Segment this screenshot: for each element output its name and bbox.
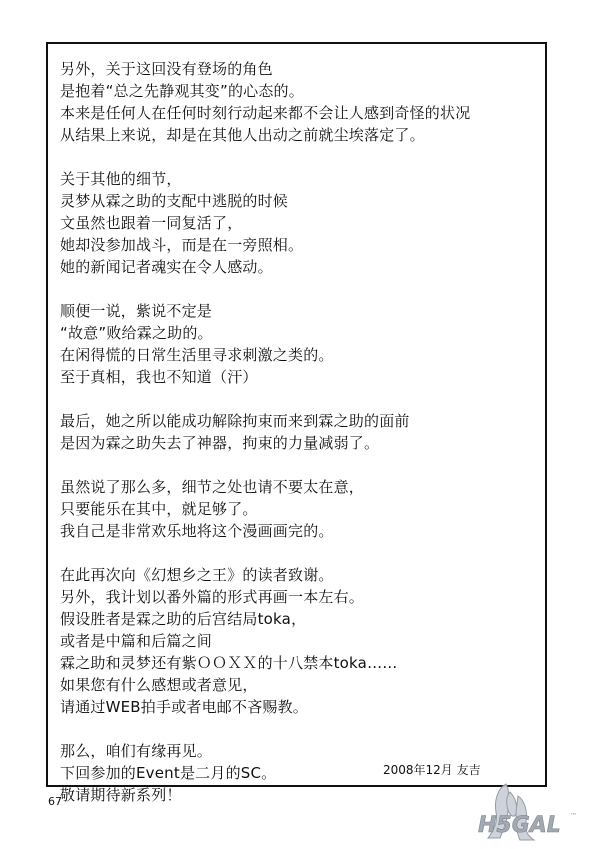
text-line: 关于其他的细节， bbox=[60, 170, 182, 188]
paragraph-3 bbox=[60, 300, 540, 388]
text-line: 只要能乐在其中，就足够了。 bbox=[60, 500, 258, 518]
text-line: 如果您有什么感想或者意见， bbox=[60, 676, 258, 694]
text-line: 是抱着“总之先静观其变”的心态的。 bbox=[60, 82, 304, 100]
text-line: 她却没参加战斗，而是在一旁照相。 bbox=[60, 236, 304, 254]
text-line: 或者是中篇和后篇之间 bbox=[60, 632, 213, 650]
text-line: 至于真相，我也不知道（汗） bbox=[60, 368, 258, 386]
signature: 2008年12月 友吉 bbox=[383, 763, 481, 777]
text-line: 下回参加的Event是二月的SC。 bbox=[60, 764, 277, 782]
text-line: 顺便一说，紫说不定是 bbox=[60, 302, 213, 320]
afterword-text bbox=[60, 58, 540, 828]
paragraph-6 bbox=[60, 564, 540, 718]
paragraph-1 bbox=[60, 58, 540, 146]
text-line: 本来是任何人在任何时刻行动起来都不会让人感到奇怪的状况 bbox=[60, 104, 471, 122]
text-line: 敬请期待新系列！ bbox=[60, 786, 182, 804]
paragraph-4 bbox=[60, 410, 540, 454]
text-line: 请通过WEB拍手或者电邮不吝赐教。 bbox=[60, 698, 309, 716]
text-line: 是因为霖之助失去了神器，拘束的力量减弱了。 bbox=[60, 434, 380, 452]
page-number: 67 bbox=[48, 795, 62, 808]
text-line: 虽然说了那么多，细节之处也请不要太在意， bbox=[60, 478, 365, 496]
text-line: 我自己是非常欢乐地将这个漫画画完的。 bbox=[60, 522, 334, 540]
text-line: 假设胜者是霖之助的后宫结局toka， bbox=[60, 610, 307, 628]
paragraph-2 bbox=[60, 168, 540, 278]
text-line: 另外，关于这回没有登场的角色 bbox=[60, 60, 273, 78]
text-line: 霖之助和灵梦还有紫ＯＯＸＸ的十八禁本toka…… bbox=[60, 654, 398, 672]
watermark-tm: ™ bbox=[570, 812, 577, 820]
watermark-logo bbox=[470, 778, 588, 844]
text-line: 那么，咱们有缘再见。 bbox=[60, 742, 213, 760]
text-line: 从结果上来说，却是在其他人出动之前就尘埃落定了。 bbox=[60, 126, 425, 144]
text-line: “故意”败给霖之助的。 bbox=[60, 324, 213, 342]
text-line: 灵梦从霖之助的支配中逃脱的时候 bbox=[60, 192, 289, 210]
text-line: 她的新闻记者魂实在令人感动。 bbox=[60, 258, 273, 276]
text-line: 在闲得慌的日常生活里寻求刺激之类的。 bbox=[60, 346, 334, 364]
text-line: 文虽然也跟着一同复活了， bbox=[60, 214, 243, 232]
text-line: 另外，我计划以番外篇的形式再画一本左右。 bbox=[60, 588, 365, 606]
text-line: 最后，她之所以能成功解除拘束而来到霖之助的面前 bbox=[60, 412, 410, 430]
text-line: 在此再次向《幻想乡之王》的读者致谢。 bbox=[60, 566, 334, 584]
watermark-text: H5GAL bbox=[478, 813, 561, 838]
paragraph-5 bbox=[60, 476, 540, 542]
